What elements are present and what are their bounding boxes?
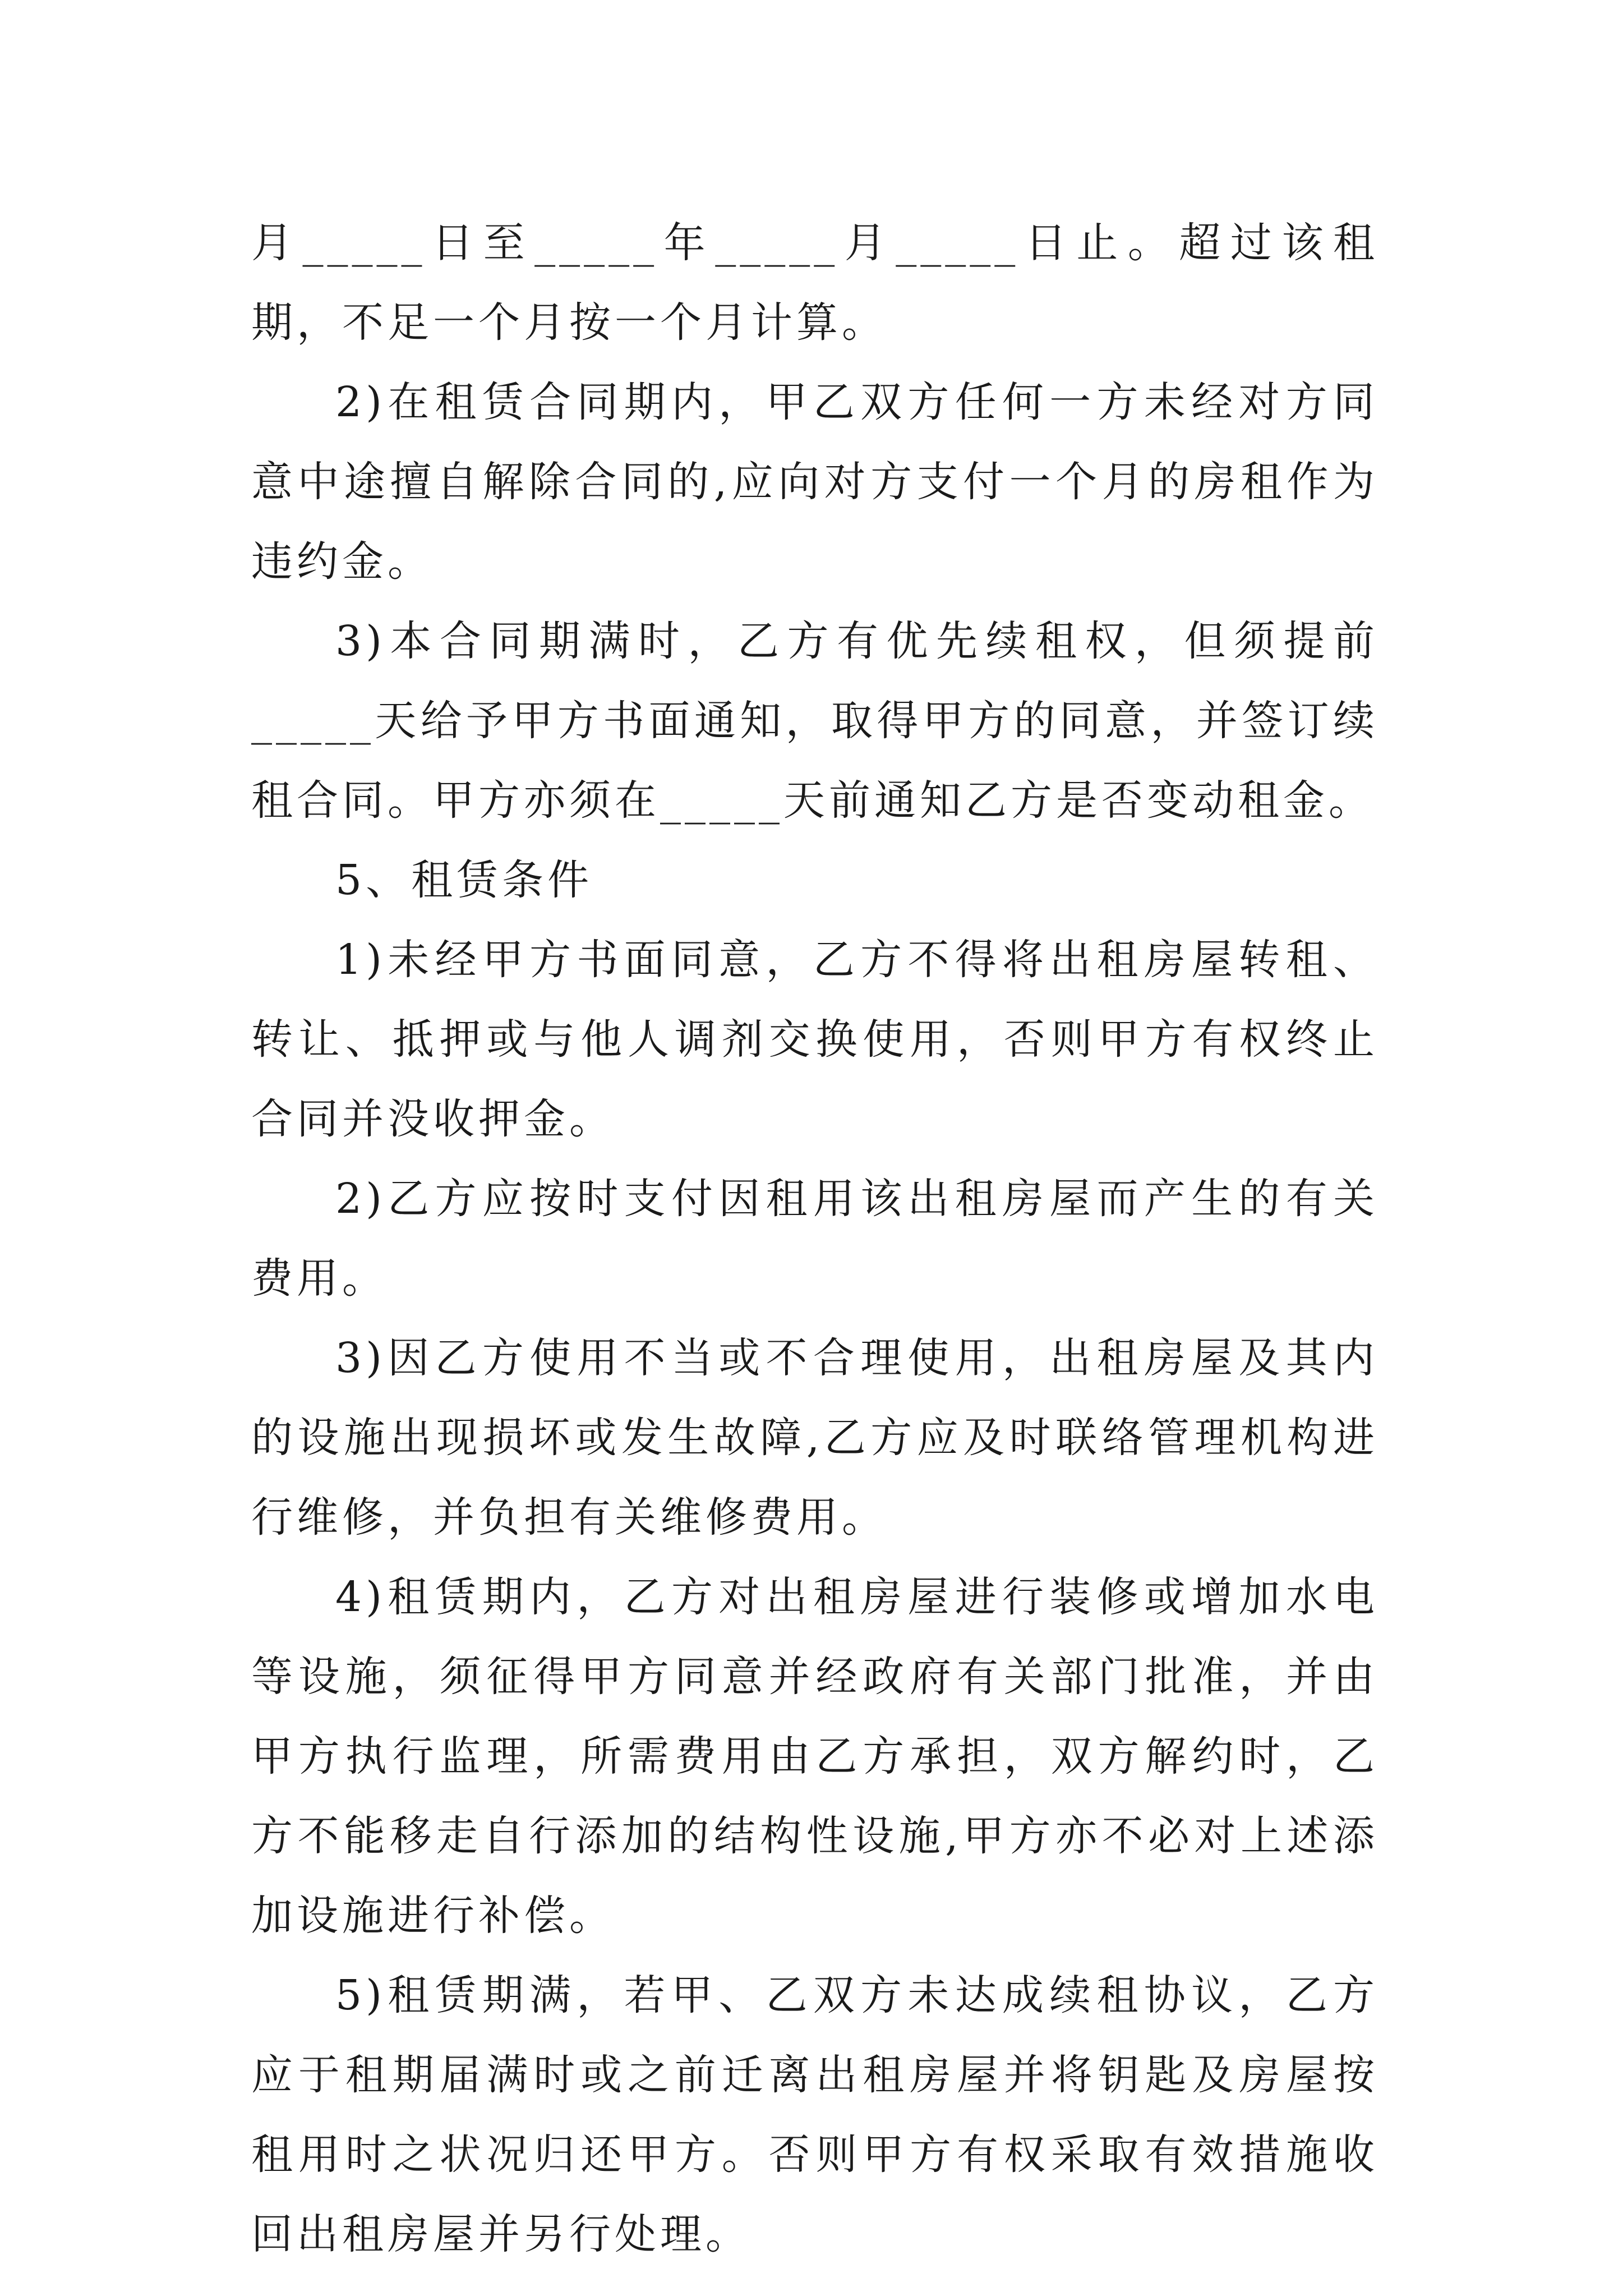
paragraph-no-sublease: 1)未经甲方书面同意，乙方不得将出租房屋转租、转让、抵押或与他人调剂交换使用，否则甲方有权终止合同并没收押金。: [251, 936, 1378, 1143]
paragraph-early-termination: 2)在租赁合同期内，甲乙双方任何一方未经对方同意中途擅自解除合同的,应向对方支付一个月的房租作为违约金。: [251, 378, 1378, 586]
section-heading-lease-conditions: 5、租赁条件: [335, 856, 593, 904]
document-body: [251, 203, 1378, 2274]
paragraph-lease-term-end: 月_____日至_____年_____月_____日止。超过该租期，不足一个月按一个月计算。: [251, 219, 1378, 347]
paragraph-lease-expiry: 5)租赁期满，若甲、乙双方未达成续租协议，乙方应于租期届满时或之前迁离出租房屋并将钥匙及房屋按租用时之状况归还甲方。否则甲方有权采取有效措施收回出租房屋并另行处理。: [251, 1971, 1378, 2258]
paragraph-renewal-priority: 3)本合同期满时，乙方有优先续租权，但须提前_____天给予甲方书面通知，取得甲方的同意，并签订续租合同。甲方亦须在_____天前通知乙方是否变动租金。: [251, 617, 1378, 825]
paragraph-pay-fees: 2)乙方应按时支付因租用该出租房屋而产生的有关费用。: [251, 1175, 1378, 1303]
paragraph-repair-liability: 3)因乙方使用不当或不合理使用，出租房屋及其内的设施出现损坏或发生故障,乙方应及时联络管理机构进行维修，并负担有关维修费用。: [251, 1334, 1378, 1542]
paragraph-renovation: 4)租赁期内，乙方对出租房屋进行装修或增加水电等设施，须征得甲方同意并经政府有关部门批准，并由甲方执行监理，所需费用由乙方承担，双方解约时，乙方不能移走自行添加的结构性设施,甲方亦不必对上述添加设施进行补偿。: [251, 1573, 1378, 1940]
